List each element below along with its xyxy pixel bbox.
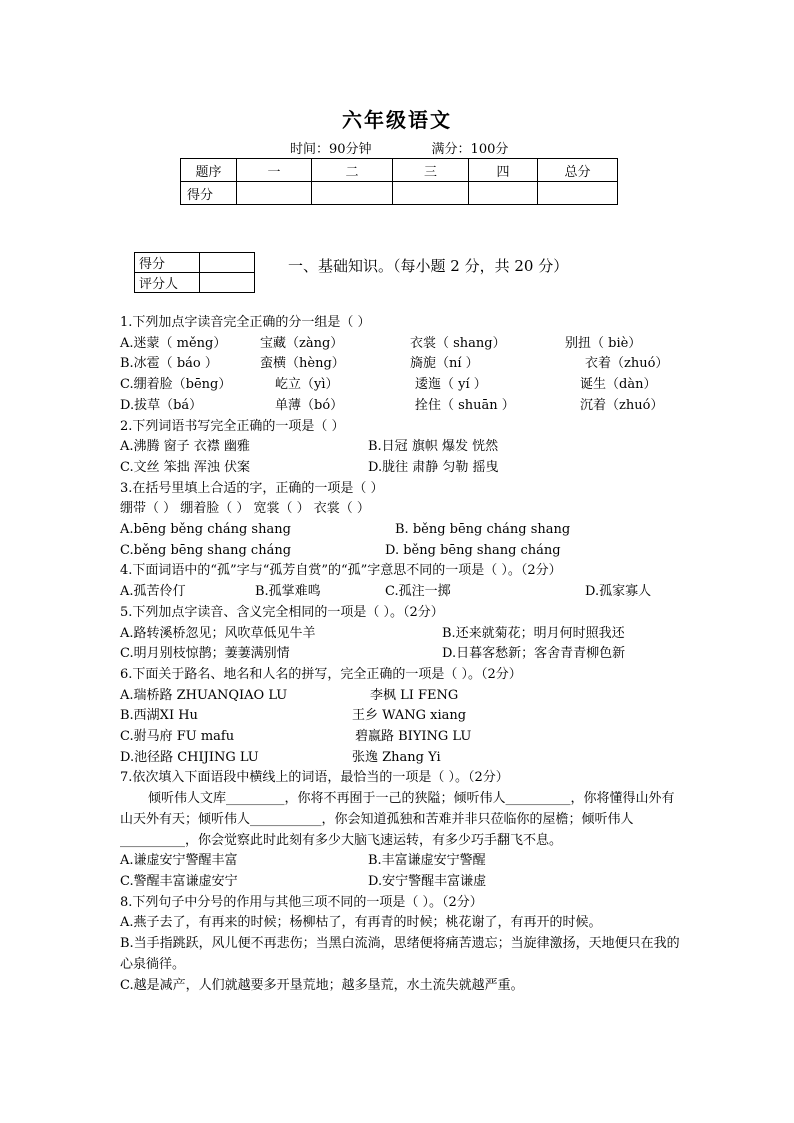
q6-option-d: D.池径路 CHIJING LU 张逸 Zhang Yi bbox=[120, 749, 441, 765]
section-heading: 一、基础知识。（每小题 2 分，共 20 分） bbox=[288, 257, 569, 275]
time-limit: 时间：90分钟 bbox=[290, 142, 372, 157]
q8-option-b: B.当手指跳跃，风儿便不再悲伤；当黑白流淌，思绪便将痛苦遗忘；当旋律激扬，天地便只在我的心泉徜徉。 bbox=[120, 936, 680, 972]
q6-option-b: B.西湖XI Hu 王乡 WANG xiang bbox=[120, 708, 467, 724]
q6-option-c: C.驸马府 FU mafu 碧嬴路 BIYING LU bbox=[120, 729, 472, 745]
score-table-header: 总分 bbox=[538, 159, 618, 182]
q1-option-d: D.拔草（bá） 单薄（bó） 拴住（ shuān ） 沉着（zhuó） bbox=[120, 397, 664, 413]
q5-options-ab: A.路转溪桥忽见；风吹草低见牛羊 B.还来就菊花；明月何时照我还 bbox=[120, 625, 625, 641]
q8-option-c: C.越是减产，人们就越要多开垦荒地；越多垦荒，水土流失就越严重。 bbox=[120, 977, 524, 993]
score-table bbox=[180, 158, 618, 205]
score-row-label: 得分 bbox=[181, 182, 237, 205]
q4-stem: 4.下面词语中的“孤”字与“孤芳自赏”的“孤”字意思不同的一项是（ ）。（2分） bbox=[120, 563, 562, 579]
score-table-header: 三 bbox=[393, 159, 469, 182]
q2-options-ab: A.沸腾 窗子 衣襟 幽雅 B.日冠 旗帜 爆发 恍然 bbox=[120, 439, 499, 455]
page-title: 六年级语文 bbox=[342, 108, 452, 132]
score-label: 得分 bbox=[135, 253, 200, 273]
q5-stem: 5.下列加点字读音、含义完全相同的一项是（ ）。（2分） bbox=[120, 604, 444, 620]
questions bbox=[120, 313, 680, 996]
q7-options-cd: C.警醒丰富谦虚安宁 D.安宁警醒丰富谦虚 bbox=[120, 873, 487, 889]
q5-options-cd: C.明月别枝惊鹊；萋萋满别情 D.日暮客愁新；客舍青青柳色新 bbox=[120, 646, 626, 662]
q7-passage: 倾听伟人文库_________，你将不再囿于一己的狭隘；倾听伟人__________，你将懂得山外有山天外有天；倾听伟人___________，你会知道孤独和苦难并非只莅临你的屋檐；倾听伟人__________，你会觉察此时此刻有多少大脑飞速运转，有多少巧手翻飞不息。 bbox=[120, 791, 675, 848]
score-cell[interactable] bbox=[538, 182, 618, 205]
score-cell[interactable] bbox=[312, 182, 393, 205]
q1-option-b: B.冰雹（ báo ） 蛮横（hèng） 旖旎（ní ） 衣着（zhuó） bbox=[120, 356, 669, 372]
score-table-header: 一 bbox=[237, 159, 312, 182]
full-score: 满分：100分 bbox=[431, 142, 509, 157]
exam-meta bbox=[290, 138, 568, 157]
grader-table bbox=[134, 252, 255, 293]
score-cell[interactable] bbox=[393, 182, 469, 205]
score-table-header: 二 bbox=[312, 159, 393, 182]
q8-option-a: A.燕子去了，有再来的时候；杨柳枯了，有再青的时候；桃花谢了，有再开的时候。 bbox=[120, 915, 602, 931]
q6-stem: 6.下面关于路名、地名和人名的拼写，完全正确的一项是（ ）。（2分） bbox=[120, 666, 522, 682]
q3-stem: 3.在括号里填上合适的字，正确的一项是（ ） bbox=[120, 480, 384, 496]
q3-options-ab: A.bēng běng cháng shang B. běng bēng cháng shang bbox=[120, 522, 571, 538]
q3-options-cd: C.běng bēng shang cháng D. běng bēng shang cháng bbox=[120, 542, 561, 558]
q8-stem: 8.下列句子中分号的作用与其他三项不同的一项是（ ）。（2分） bbox=[120, 894, 483, 910]
score-table-header: 题序 bbox=[181, 159, 237, 182]
q6-option-a: A.瑞桥路 ZHUANQIAO LU 李枫 LI FENG bbox=[120, 687, 459, 703]
grader-label: 评分人 bbox=[135, 273, 200, 293]
score-table-header: 四 bbox=[469, 159, 538, 182]
score-cell[interactable] bbox=[200, 253, 255, 273]
q1-option-a: A.迷蒙（ měng） 宝藏（zàng） 衣裳（ shang） 别扭（ biè） bbox=[120, 335, 642, 351]
q1-option-c: C.绷着脸（bēng） 屹立（yì） 逶迤（ yí ） 诞生（dàn） bbox=[120, 377, 657, 393]
q3-blanks: 绷带（ ） 绷着脸（ ） 宽裳（ ） 衣裳（ ） bbox=[120, 501, 370, 517]
grader-cell[interactable] bbox=[200, 273, 255, 293]
score-cell[interactable] bbox=[469, 182, 538, 205]
q7-stem: 7.依次填入下面语段中横线上的词语，最恰当的一项是（ ）。（2分） bbox=[120, 770, 509, 786]
q7-options-ab: A.谦虚安宁警醒丰富 B.丰富谦虚安宁警醒 bbox=[120, 853, 486, 869]
q1-stem: 1.下列加点字读音完全正确的分一组是（ ） bbox=[120, 315, 371, 330]
q2-stem: 2.下列词语书写完全正确的一项是（ ） bbox=[120, 418, 345, 434]
q4-options: A.孤苦伶仃 B.孤掌难鸣 C.孤注一掷 D.孤家寡人 bbox=[120, 584, 652, 600]
score-cell[interactable] bbox=[237, 182, 312, 205]
q2-options-cd: C.文丝 笨拙 浑浊 伏案 D.胧往 肃静 匀勒 摇曳 bbox=[120, 459, 499, 475]
